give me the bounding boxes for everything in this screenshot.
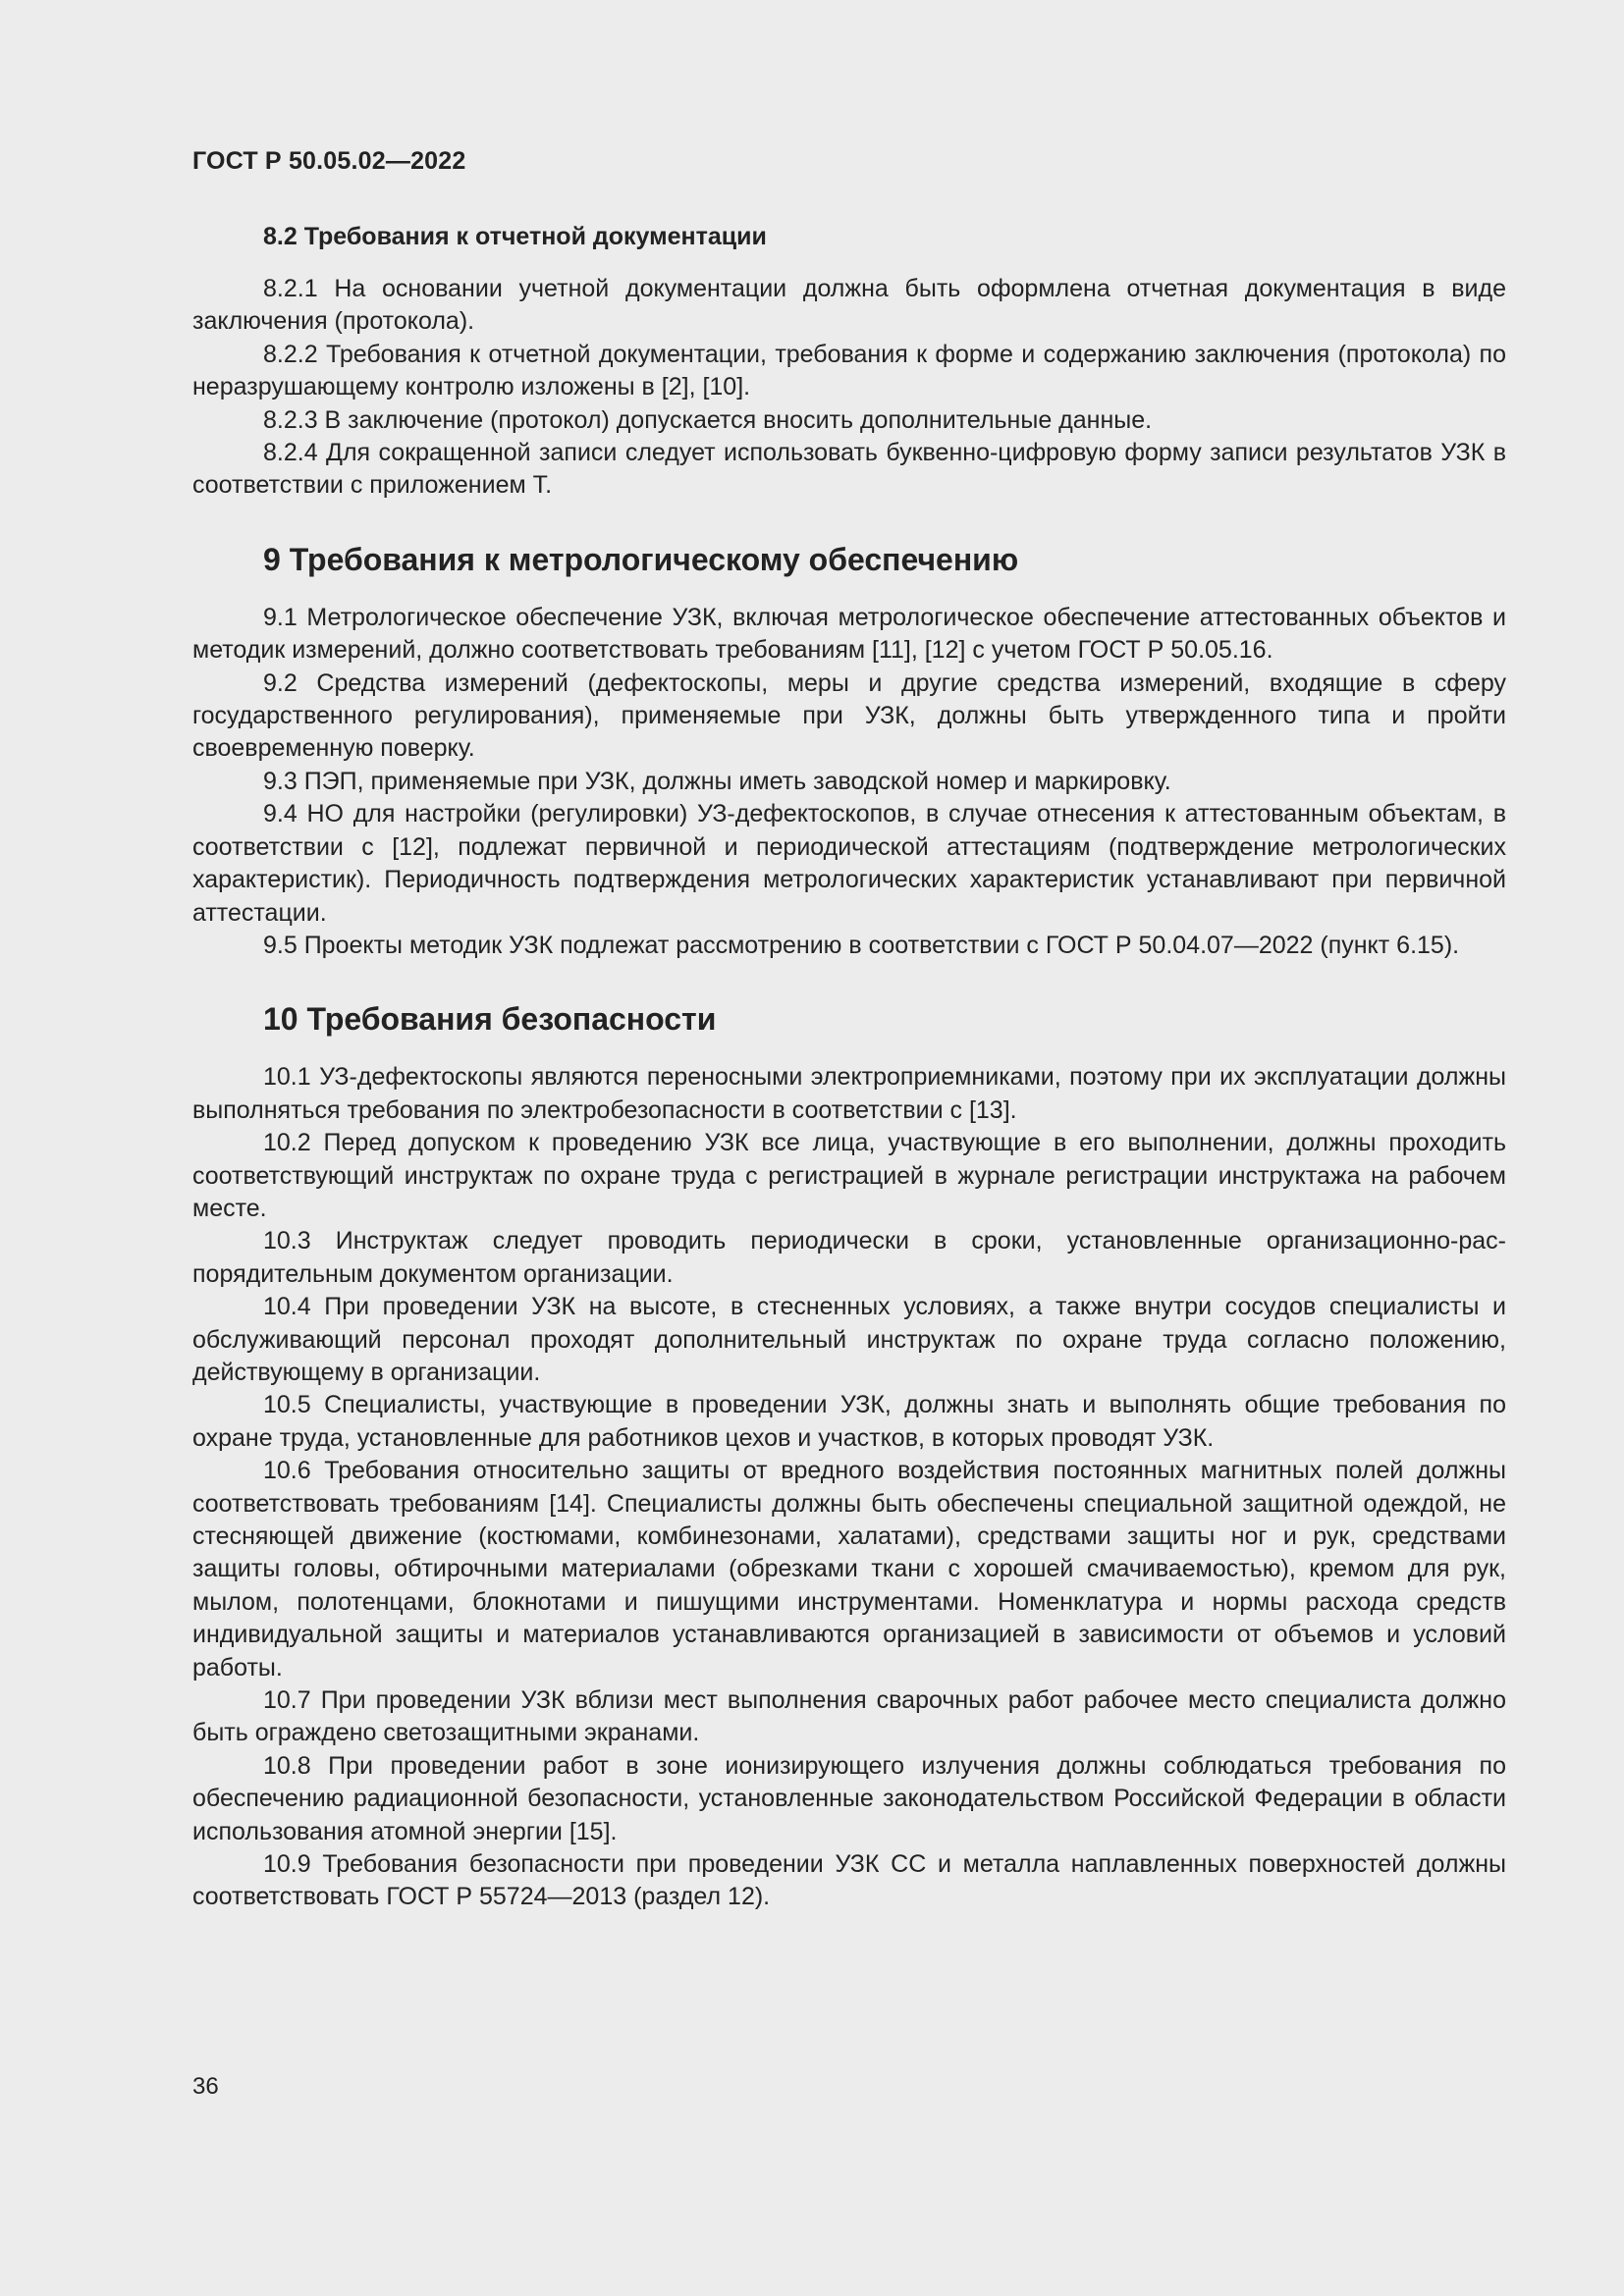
paragraph-9-5: 9.5 Проекты методик УЗК подлежат рассмотрению в соответствии с ГОСТ Р 50.04.07—2022 (пункт 6.15). bbox=[263, 931, 1460, 959]
subsection-8-2 bbox=[192, 223, 1506, 503]
section-10 bbox=[192, 1001, 1506, 1914]
paragraph-10-2: 10.2 Перед допуском к проведению УЗК все лица, участвующие в его выполнении, должны проходить соответствующий инструктаж по охране труда с регистрацией в журнале регистрации инструктажа на рабочем месте. bbox=[192, 1129, 1506, 1222]
paragraph-8-2-2: 8.2.2 Требования к отчетной документации, требования к форме и содержанию заключения (протокола) по неразрушающему контролю изложены в [2], [10]. bbox=[192, 340, 1506, 401]
page-number: 36 bbox=[192, 2073, 219, 2100]
paragraph-9-4: 9.4 НО для настройки (регулировки) УЗ-дефектоскопов, в случае отнесения к аттестованным объектам, в соответствии с [12], подлежат первичной и периодической аттестациям (подтверждение метрологических характеристик). Периодичность подтверждения метрологических характеристик устанавливают при первичной аттестации. bbox=[192, 800, 1506, 927]
document-page bbox=[192, 147, 1506, 1914]
paragraph-10-6: 10.6 Требования относительно защиты от вредного воздействия постоянных магнитных полей должны соответствовать требованиям [14]. Специалисты должны быть обеспечены специальной защитной одеждой, не стесняющей движение (костюмами, комбинезонами, халатами), средствами защиты ног и рук, средствами защиты головы, обтирочными материалами (обрезками ткани с хорошей смачиваемостью), кремом для рук, мылом, полотенцами, блокнотами и пишущими инструментами. Номенклатура и нормы расхода средств индивидуальной защиты и материалов устанавливаются организацией в зависимости от объемов и условий работы. bbox=[192, 1457, 1506, 1682]
paragraph-10-8: 10.8 При проведении работ в зоне ионизирующего излучения должны соблюдаться требования по обеспечению радиационной безопасности, установленные законодательством Российской Федерации в области использования атомной энергии [15]. bbox=[192, 1751, 1506, 1845]
paragraph-9-2: 9.2 Средства измерений (дефектоскопы, меры и другие средства измерений, входящие в сферу государственного регулирования), применяемые при УЗК, должны быть утвержденного типа и пройти своевременную поверку. bbox=[192, 668, 1506, 763]
paragraph-10-4: 10.4 При проведении УЗК на высоте, в стесненных условиях, а также внутри сосудов специалисты и обслуживающий персонал проходят дополнительный инструктаж по охране труда согласно положению, действующему в организации. bbox=[192, 1293, 1506, 1386]
paragraph-10-3: 10.3 Инструктаж следует проводить периодически в сроки, установленные организационно-распорядительным документом организации. bbox=[192, 1227, 1506, 1288]
paragraph-10-7: 10.7 При проведении УЗК вблизи мест выполнения сварочных работ рабочее место специалиста должно быть ограждено светозащитными экранами. bbox=[192, 1686, 1506, 1747]
section-title: 9 Требования к метрологическому обеспечению bbox=[263, 541, 1019, 577]
paragraph-10-9: 10.9 Требования безопасности при проведении УЗК СС и металла наплавленных поверхностей должны соответствовать ГОСТ Р 55724—2013 (раздел 12). bbox=[192, 1850, 1506, 1911]
subsection-title: 8.2 Требования к отчетной документации bbox=[263, 223, 767, 250]
section-9 bbox=[192, 542, 1506, 962]
paragraph-9-1: 9.1 Метрологическое обеспечение УЗК, включая метрологическое обеспечение аттестованных объектов и методик измерений, должно соответствовать требованиям [11], [12] с учетом ГОСТ Р 50.05.16. bbox=[192, 603, 1506, 665]
paragraph-8-2-4: 8.2.4 Для сокращенной записи следует использовать буквенно-цифровую форму записи результатов УЗК в соответствии с приложением Т. bbox=[192, 439, 1506, 500]
paragraph-10-1: 10.1 УЗ-дефектоскопы являются переносными электроприемниками, поэтому при их эксплуатации должны выполняться требования по электробезопасности в соответствии с [13]. bbox=[192, 1063, 1506, 1124]
section-title: 10 Требования безопасности bbox=[263, 1001, 717, 1038]
paragraph-8-2-3: 8.2.3 В заключение (протокол) допускается вносить дополнительные данные. bbox=[263, 405, 1153, 434]
paragraph-9-3: 9.3 ПЭП, применяемые при УЗК, должны иметь заводской номер и маркировку. bbox=[263, 767, 1171, 795]
paragraph-8-2-1: 8.2.1 На основании учетной документации должна быть оформлена отчетная документация в виде заключения (протокола). bbox=[192, 275, 1506, 336]
paragraph-10-5: 10.5 Специалисты, участвующие в проведении УЗК, должны знать и выполнять общие требования по охране труда, установленные для работников цехов и участков, в которых проводят УЗК. bbox=[192, 1391, 1506, 1452]
document-code-header: ГОСТ Р 50.05.02—2022 bbox=[192, 147, 466, 175]
